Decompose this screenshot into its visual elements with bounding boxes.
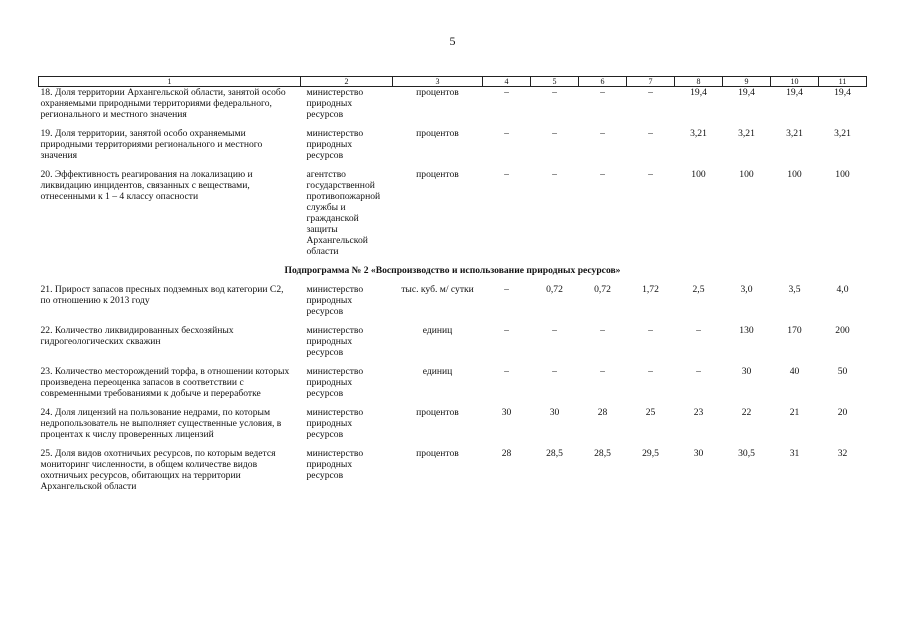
indicator-value: 30 (741, 366, 752, 377)
indicator-value: 0,72 (594, 284, 611, 295)
responsible-executor: министерство природных ресурсов (306, 366, 364, 399)
indicator-value: 100 (835, 169, 850, 180)
indicator-value: 30,5 (738, 448, 755, 459)
column-header: 9 (723, 77, 771, 87)
indicator-value: 100 (739, 169, 754, 180)
indicators-part1 (39, 87, 867, 266)
unit-of-measure: процентов (416, 87, 459, 98)
unit-of-measure: процентов (416, 169, 459, 180)
indicator-name: 23. Количество месторождений торфа, в отношении которых произведена переоценка запасов в соответствии с современными требованиями к добыче и переработке (40, 366, 290, 399)
indicator-value: – (504, 128, 509, 139)
table-row (39, 128, 867, 169)
indicator-value: – (552, 325, 557, 336)
indicator-value: 22 (741, 407, 752, 418)
indicator-value: 0,72 (546, 284, 563, 295)
indicator-name: 18. Доля территории Архангельской области, занятой особо охраняемыми природными территориями федерального, регионального и местного значения (40, 87, 286, 120)
indicator-value: 4,0 (836, 284, 849, 295)
indicator-value: – (696, 366, 701, 377)
indicator-value: – (504, 87, 509, 98)
indicator-value: 50 (837, 366, 848, 377)
indicator-value: – (648, 325, 653, 336)
indicator-value: 28,5 (546, 448, 563, 459)
indicator-value: 130 (739, 325, 754, 336)
indicator-value: 3,21 (786, 128, 803, 139)
indicator-value: 100 (691, 169, 706, 180)
indicator-value: – (648, 366, 653, 377)
indicator-value: 23 (693, 407, 704, 418)
indicator-value: 25 (645, 407, 656, 418)
indicator-value: – (648, 169, 653, 180)
indicator-value: 21 (789, 407, 800, 418)
indicator-value: 29,5 (642, 448, 659, 459)
indicator-name: 20. Эффективность реагирования на локализацию и ликвидацию инцидентов, связанных с веществами, отнесенными к 1 – 4 классу опасности (40, 169, 253, 202)
table-row (39, 284, 867, 325)
responsible-executor: министерство природных ресурсов (306, 128, 364, 161)
responsible-executor: министерство природных ресурсов (306, 87, 364, 120)
indicator-value: – (504, 284, 509, 295)
column-header: 6 (579, 77, 627, 87)
column-header: 8 (675, 77, 723, 87)
responsible-executor: министерство природных ресурсов (306, 284, 364, 317)
table-row (39, 169, 867, 265)
column-header: 11 (819, 77, 867, 87)
indicator-value: – (600, 169, 605, 180)
indicator-value: 30 (501, 407, 512, 418)
indicator-value: – (696, 325, 701, 336)
indicator-value: 170 (787, 325, 802, 336)
indicator-value: 1,72 (642, 284, 659, 295)
table-row (39, 366, 867, 407)
unit-of-measure: тыс. куб. м/ сутки (401, 284, 474, 295)
table-row (39, 407, 867, 448)
indicators-table (38, 76, 867, 500)
indicator-value: 19,4 (738, 87, 755, 98)
indicator-value: – (504, 366, 509, 377)
unit-of-measure: единиц (422, 325, 453, 336)
indicator-value: – (600, 366, 605, 377)
unit-of-measure: единиц (422, 366, 453, 377)
indicator-value: 3,21 (690, 128, 707, 139)
indicator-value: 28 (501, 448, 512, 459)
indicator-value: 200 (835, 325, 850, 336)
indicator-value: 3,21 (738, 128, 755, 139)
table-row (39, 325, 867, 366)
column-number-row (39, 77, 867, 87)
indicator-value: – (552, 366, 557, 377)
indicator-value: 19,4 (786, 87, 803, 98)
indicator-value: – (600, 87, 605, 98)
indicator-value: – (552, 128, 557, 139)
responsible-executor: министерство природных ресурсов (306, 325, 364, 358)
indicator-value: – (648, 128, 653, 139)
subprogram-header-row (39, 265, 867, 284)
page-number: 5 (449, 34, 456, 48)
indicator-value: 2,5 (692, 284, 705, 295)
indicator-value: 19,4 (834, 87, 851, 98)
column-header: 5 (531, 77, 579, 87)
indicator-value: – (648, 87, 653, 98)
indicators-part2 (39, 284, 867, 500)
indicator-value: 28,5 (594, 448, 611, 459)
indicator-value: 100 (787, 169, 802, 180)
indicator-value: 30 (549, 407, 560, 418)
subprogram-title: Подпрограмма № 2 «Воспроизводство и использование природных ресурсов» (284, 265, 621, 276)
column-header: 7 (627, 77, 675, 87)
indicator-name: 25. Доля видов охотничьих ресурсов, по которым ведется мониторинг численности, в общем количестве видов охотничьих ресурсов, обитающих на территории Архангельской области (40, 448, 276, 492)
table-row (39, 87, 867, 129)
indicator-name: 22. Количество ликвидированных бесхозяйных гидрогеологических скважин (40, 325, 234, 347)
indicator-value: 30 (693, 448, 704, 459)
indicator-value: 3,0 (740, 284, 753, 295)
column-header: 1 (39, 77, 301, 87)
responsible-executor: агентство государственной противопожарной службы и гражданской защиты Архангельской области (306, 169, 381, 257)
indicator-value: 3,21 (834, 128, 851, 139)
indicator-value: 40 (789, 366, 800, 377)
indicator-value: – (552, 169, 557, 180)
responsible-executor: министерство природных ресурсов (306, 407, 364, 440)
column-header: 10 (771, 77, 819, 87)
indicator-value: 19,4 (690, 87, 707, 98)
indicator-value: – (504, 325, 509, 336)
indicator-value: – (600, 325, 605, 336)
indicator-name: 21. Прирост запасов пресных подземных вод категории С2, по отношению к 2013 году (40, 284, 284, 306)
indicator-name: 19. Доля территории, занятой особо охраняемыми природными территориями регионального и местного значения (40, 128, 263, 161)
unit-of-measure: процентов (416, 128, 459, 139)
subprogram-section (39, 265, 867, 284)
unit-of-measure: процентов (416, 407, 459, 418)
responsible-executor: министерство природных ресурсов (306, 448, 364, 481)
indicator-value: 28 (597, 407, 608, 418)
indicator-value: 20 (837, 407, 848, 418)
indicator-value: – (552, 87, 557, 98)
column-header: 3 (393, 77, 483, 87)
column-header: 4 (483, 77, 531, 87)
indicator-value: – (504, 169, 509, 180)
indicator-value: 3,5 (788, 284, 801, 295)
indicator-name: 24. Доля лицензий на пользование недрами, по которым недропользователь не выполняет существенные условия, в процентах к числу проверенных лицензий (40, 407, 282, 440)
indicator-value: – (600, 128, 605, 139)
indicator-value: 31 (789, 448, 800, 459)
table-row (39, 448, 867, 500)
indicator-value: 32 (837, 448, 848, 459)
unit-of-measure: процентов (416, 448, 459, 459)
column-header: 2 (301, 77, 393, 87)
